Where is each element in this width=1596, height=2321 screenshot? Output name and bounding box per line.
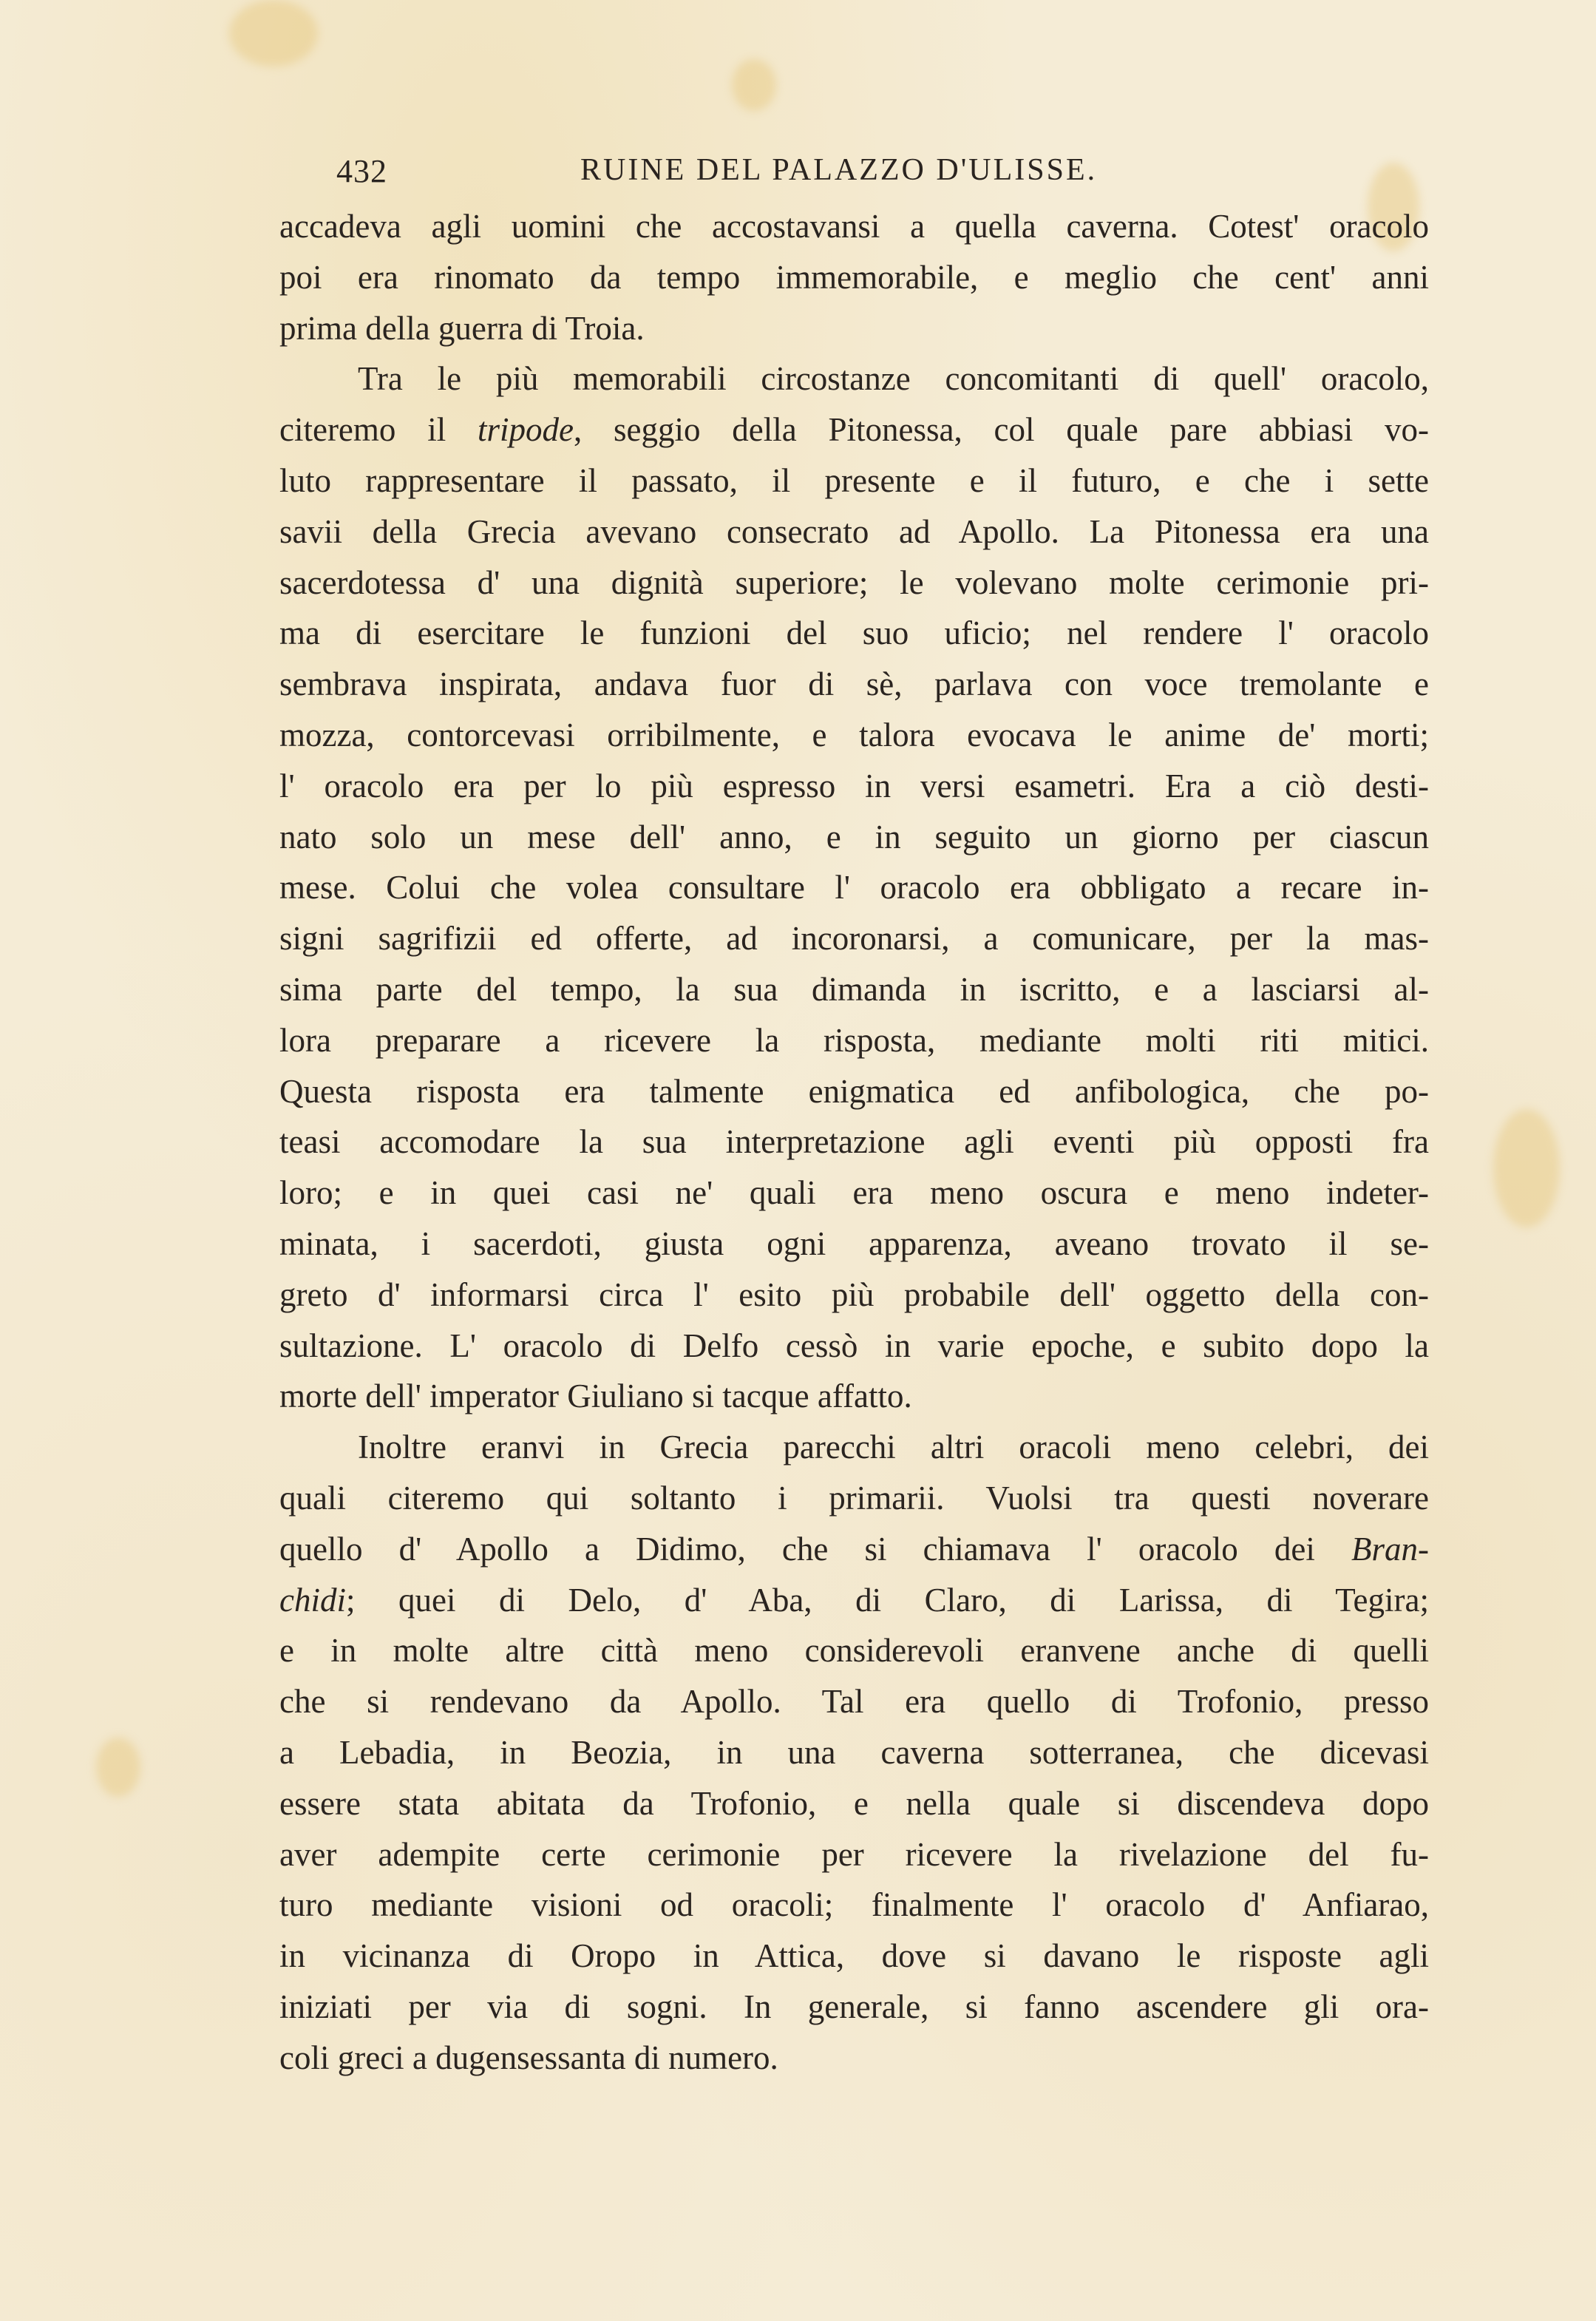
text-line: accadeva agli uomini che accostavansi a quella caverna. Cotest' oracolo	[279, 208, 1429, 245]
text-line: nato solo un mese dell' anno, e in seguito un giorno per ciascun	[279, 818, 1429, 855]
text-line: quello d' Apollo a Didimo, che si chiamava l' oracolo dei Bran-	[279, 1530, 1429, 1568]
page-number: 432	[336, 153, 387, 189]
text-line: luto rappresentare il passato, il presente e il futuro, e che i sette	[279, 461, 1429, 499]
text-line: Tra le più memorabili circostanze concomitanti di quell' oracolo,	[358, 360, 1429, 398]
paper-stain	[1493, 1109, 1560, 1227]
text-line: l' oracolo era per lo più espresso in versi esametri. Era a ciò desti-	[279, 767, 1429, 804]
text-line: iniziati per via di sogni. In generale, si fanno ascendere gli ora-	[279, 1988, 1429, 2025]
text-line: prima della guerra di Troia.	[279, 309, 645, 347]
text-line: a Lebadia, in Beozia, in una caverna sotterranea, che dicevasi	[279, 1733, 1429, 1771]
text-line: poi era rinomato da tempo immemorabile, e meglio che cent' anni	[279, 258, 1429, 296]
body-text	[279, 201, 1429, 2083]
text-line: lora preparare a ricevere la risposta, mediante molti riti mitici.	[279, 1021, 1429, 1059]
text-line: greto d' informarsi circa l' esito più probabile dell' oggetto della con-	[279, 1275, 1429, 1313]
text-line: morte dell' imperator Giuliano si tacque affatto.	[279, 1378, 912, 1415]
text-line: sima parte del tempo, la sua dimanda in iscritto, e a lasciarsi al-	[279, 970, 1429, 1008]
text-line: loro; e in quei casi ne' quali era meno oscura e meno indeter-	[279, 1174, 1429, 1212]
paper-stain	[229, 0, 318, 67]
text-line: coli greci a dugensessanta di numero.	[279, 2039, 778, 2076]
text-line: aver adempite certe cerimonie per ricevere la rivelazione del fu-	[279, 1835, 1429, 1873]
text-line: sacerdotessa d' una dignità superiore; le volevano molte cerimonie pri-	[279, 563, 1429, 601]
text-line: Questa risposta era talmente enigmatica ed anfibologica, che po-	[279, 1072, 1429, 1110]
text-line: savii della Grecia avevano consecrato ad Apollo. La Pitonessa era una	[279, 512, 1429, 550]
text-line: minata, i sacerdoti, giusta ogni apparenza, aveano trovato il se-	[279, 1224, 1429, 1262]
text-line: ma di esercitare le funzioni del suo uficio; nel rendere l' oracolo	[279, 614, 1429, 652]
text-line: essere stata abitata da Trofonio, e nella quale si discendeva dopo	[279, 1784, 1429, 1822]
text-line: citeremo il tripode, seggio della Pitonessa, col quale pare abbiasi vo-	[279, 411, 1429, 449]
text-line: teasi accomodare la sua interpretazione agli eventi più opposti fra	[279, 1123, 1429, 1161]
text-line: sembrava inspirata, andava fuor di sè, parlava con voce tremolante e	[279, 665, 1429, 703]
text-line: che si rendevano da Apollo. Tal era quello di Trofonio, presso	[279, 1683, 1429, 1721]
text-line: chidi; quei di Delo, d' Aba, di Claro, di Larissa, di Tegira;	[279, 1581, 1429, 1619]
paper-stain	[732, 59, 776, 111]
text-line: in vicinanza di Oropo in Attica, dove si davano le risposte agli	[279, 1937, 1429, 1975]
text-line: e in molte altre città meno considerevoli eranvene anche di quelli	[279, 1632, 1429, 1670]
text-line: mese. Colui che volea consultare l' oracolo era obbligato a recare in-	[279, 869, 1429, 907]
running-head: RUINE DEL PALAZZO D'ULISSE.	[580, 153, 1098, 187]
text-line: Inoltre eranvi in Grecia parecchi altri oracoli meno celebri, dei	[358, 1429, 1429, 1466]
text-line: sultazione. L' oracolo di Delfo cessò in varie epoche, e subito dopo la	[279, 1326, 1429, 1364]
text-line: quali citeremo qui soltanto i primarii. Vuolsi tra questi noverare	[279, 1479, 1429, 1517]
text-line: signi sagrifizii ed offerte, ad incoronarsi, a comunicare, per la mas-	[279, 920, 1429, 958]
paper-stain	[96, 1738, 140, 1797]
text-line: mozza, contorcevasi orribilmente, e talora evocava le anime de' morti;	[279, 716, 1429, 753]
page-header	[336, 152, 1453, 197]
text-line: turo mediante visioni od oracoli; finalmente l' oracolo d' Anfiarao,	[279, 1886, 1429, 1924]
